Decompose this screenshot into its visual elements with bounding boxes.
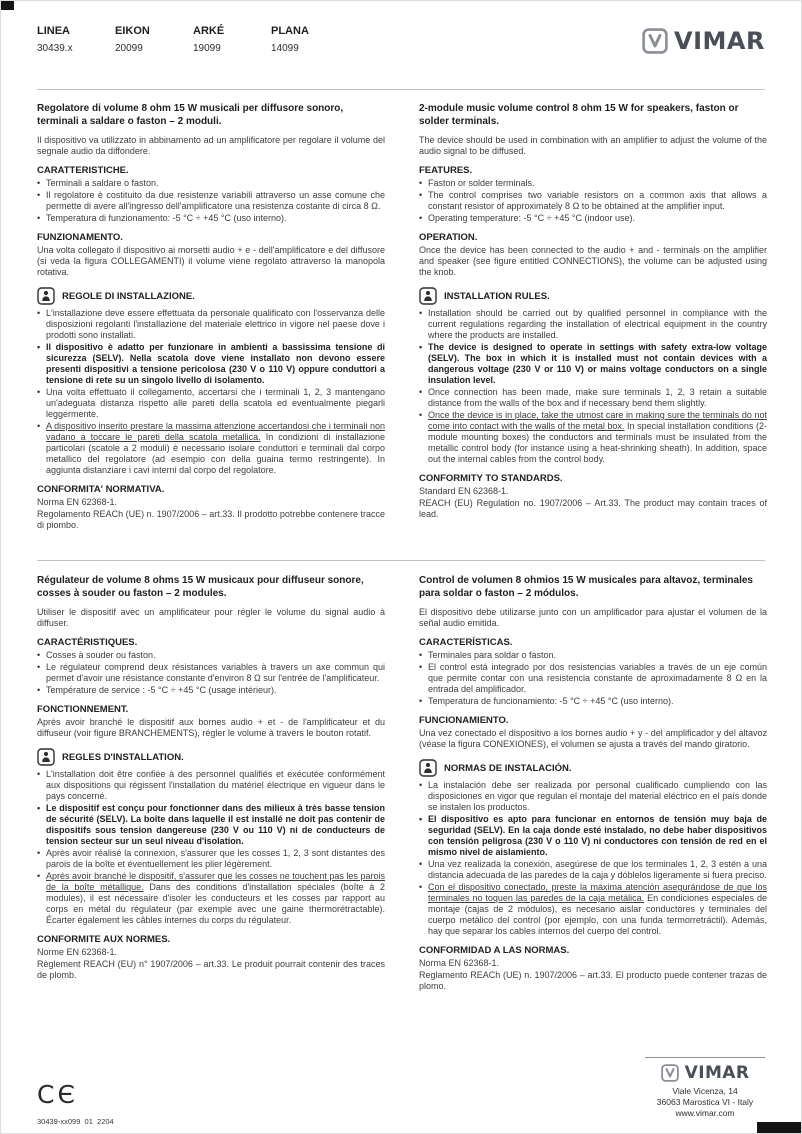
vimar-logo-icon	[661, 1064, 679, 1082]
intro-paragraph: The device should be used in combination with an amplifier to adjust the volume of the audio signal to be diffused.	[419, 135, 767, 156]
operation-heading: FUNCIONAMIENTO.	[419, 715, 509, 726]
underlined-warning-text: Once the device is in place, take the utmost care in making sure the terminals do not come into contact with the walls of the metal box.	[428, 410, 767, 431]
installation-rules-heading: INSTALLATION RULES.	[444, 290, 550, 302]
section-english	[419, 103, 767, 531]
product-plana	[271, 25, 349, 54]
operation-paragraph: Après avoir branché le dispositif aux bornes audio + et - de l'amplificateur et du diffuseur (voir figure BRANCHEMENTS), régler le volume à travers le bouton rotatif.	[37, 717, 385, 738]
installer-icon	[419, 759, 437, 777]
warning-text-rest: En condiciones especiales de montaje (cajas de 2 módulos), es necesario aislar conductores y terminales del cuerpo metálico del control (por ejemplo, con una funda termorretráctil). Además, hay que separar los cables internos del cuerpo del control.	[428, 893, 768, 936]
operation-paragraph: Once the device has been connected to the audio + and - terminals on the amplifier and speaker (see figure entitled CONNECTIONS), the volume can be adjusted using the knob.	[419, 245, 767, 277]
conformity-reach: REACH (EU) Regulation no. 1907/2006 – Art.33. The product may contain traces of lead.	[419, 498, 767, 519]
footer-brand-block	[645, 1057, 765, 1119]
list-item: • Una volta effettuato il collegamento, accertarsi che i terminali 1, 2, 3 mantengano un'adeguata distanza rispetto alle pareti della scatola ed eventualmente piegarli leggermente.	[37, 387, 385, 420]
installer-icon	[419, 287, 437, 305]
list-item: • Faston or solder terminals.	[419, 178, 767, 189]
section-title: Control de volumen 8 ohmios 15 W musicales para altavoz, terminales para soldar o faston – 2 módulos.	[419, 575, 753, 599]
installation-rules-list	[37, 308, 385, 476]
list-item: • Operating temperature: -5 °C ÷ +45 °C (indoor use).	[419, 213, 767, 224]
conformity-standard: Norme EN 62368-1.	[37, 947, 118, 957]
product-eikon	[115, 25, 193, 54]
installation-rules-list	[419, 780, 767, 937]
installer-icon	[37, 748, 55, 766]
features-list	[419, 650, 767, 707]
address-line-website: www.vimar.com	[675, 1108, 735, 1118]
warning-text-rest: Dans des conditions d'installation spéciales (boîte à 2 modules), il est nécessaire d'isoler les conducteurs et les cosses par rapport au corps en métal du régulateur (par exemple avec une gaine thermorétractable). Écarter également les câbles internes du corps du régulateur.	[46, 882, 385, 925]
list-item	[37, 871, 385, 926]
conformity-heading: CONFORMIDAD A LAS NORMAS.	[419, 945, 570, 956]
section-title: Regolatore di volume 8 ohm 15 W musicali per diffusore sonoro, terminali a saldare o faston – 2 moduli.	[37, 103, 344, 127]
section-title: Régulateur de volume 8 ohms 15 W musicaux pour diffuseur sonore, cosses à souder ou faston – 2 modules.	[37, 575, 364, 599]
ce-marking: CЄ	[37, 1080, 78, 1109]
operation-heading: FONCTIONNEMENT.	[37, 704, 129, 715]
installation-rules-heading: REGOLE DI INSTALLAZIONE.	[62, 290, 195, 302]
company-address	[645, 1086, 765, 1119]
section-french	[37, 575, 385, 992]
list-item: • Le régulateur comprend deux résistances variables à travers un axe commun qui permet d'avoir une résistance constante d'environ 8 Ω sur l'entrée de l'amplificateur.	[37, 662, 385, 684]
product-series-name: LINEA	[37, 25, 70, 37]
features-list	[419, 178, 767, 224]
vimar-logo-text: VIMAR	[674, 27, 765, 55]
features-heading: CARACTÉRISTIQUES.	[37, 637, 138, 648]
conformity-heading: CONFORMITY TO STANDARDS.	[419, 473, 563, 484]
list-item: • El control está integrado por dos resistencias variables a través de un eje común que permite contar con una resistencia constante de aproximadamente 8 Ω en la entrada del amplificador.	[419, 662, 767, 695]
operation-heading: FUNZIONAMENTO.	[37, 232, 123, 243]
list-item: • Installation should be carried out by qualified personnel in compliance with the current regulations regarding the installation of electrical equipment in the country where the products are installed.	[419, 308, 767, 341]
features-list	[37, 650, 385, 696]
conformity-heading: CONFORMITE AUX NORMES.	[37, 934, 171, 945]
list-item: • L'installation doit être confiée à des personnel qualifiés et exécutée conformément aux dispositions qui régissent l'installation du matériel électrique en vigueur dans le pays concerné.	[37, 769, 385, 802]
list-item: • Temperatura de funcionamiento: -5 °C ÷ +45 °C (uso interno).	[419, 696, 767, 707]
list-item: • La instalación debe ser realizada por personal cualificado cumpliendo con las disposiciones en vigor que regulan el montaje del material eléctrico en el país donde se instalen los productos.	[419, 780, 767, 813]
conformity-reach: Règlement REACH (EU) n° 1907/2006 – art.33. Le produit pourrait contenir des traces de plomb.	[37, 959, 385, 980]
content-bottom-row	[37, 575, 767, 992]
product-arke	[193, 25, 271, 54]
document-code: 30439-xx099 01 2204	[37, 1117, 114, 1126]
operation-paragraph: Una vez conectado el dispositivo a los bornes audio + y - del amplificador y del altavoz (véase la figura CONEXIONES), el volumen se ajusta a través del mando giratorio.	[419, 728, 767, 749]
vimar-logo-icon	[642, 28, 668, 54]
installation-rules-header	[419, 287, 767, 305]
print-registration-mark-bottom-right	[757, 1122, 801, 1133]
list-item-bold: • El dispositivo es apto para funcionar en entornos de tensión muy baja de seguridad (SELV). En la caja donde esté instalado, no debe haber dispositivos con tensión peligrosa (230 V o 110 V) ni conductores con tensión de red en el mismo nivel de aislamiento.	[419, 814, 767, 858]
list-item: • Température de service : -5 °C ÷ +45 °C (usage intérieur).	[37, 685, 385, 696]
list-item-bold: • Le dispositif est conçu pour fonctionner dans des milieux à très basse tension de sécurité (SELV). La boîte dans laquelle il est installé ne doit pas contenir de dispositifs sous tension dangereuse (230 V ou 110 V) ni de conducteurs de tension secteur sur un seul niveau d'isolation.	[37, 803, 385, 847]
installation-rules-header	[37, 748, 385, 766]
features-heading: CARATTERISTICHE.	[37, 165, 129, 176]
conformity-heading: CONFORMITA' NORMATIVA.	[37, 484, 165, 495]
vimar-logo-footer	[645, 1063, 765, 1083]
installation-rules-heading: REGLES D'INSTALLATION.	[62, 751, 184, 763]
vimar-logo-text: VIMAR	[684, 1063, 750, 1083]
product-series-name: ARKÉ	[193, 25, 225, 37]
product-linea	[37, 25, 115, 54]
intro-paragraph: Utiliser le dispositif avec un amplificateur pour régler le volume du signal audio à diffuser.	[37, 607, 385, 628]
list-item-bold: • Il dispositivo è adatto per funzionare in ambienti a bassissima tensione di sicurezza (SELV). Nella scatola dove viene installato non devono essere presenti dispositivi a tensione pericolosa (230 V o 110 V) oppure conduttori a tensione di rete su un singolo livello di isolamento.	[37, 342, 385, 386]
intro-paragraph: El dispositivo debe utilizarse junto con un amplificador para ajustar el volumen de la señal audio emitida.	[419, 607, 767, 628]
features-heading: FEATURES.	[419, 165, 473, 176]
list-item	[37, 421, 385, 476]
section-spanish	[419, 575, 767, 992]
list-item-bold: • The device is designed to operate in settings with safety extra-low voltage (SELV). The box in which it is installed must not contain devices with a dangerous voltage (230 V or 110 V) or mains voltage conductors on a single insulation level.	[419, 342, 767, 386]
underlined-warning-text: Après avoir branché le dispositif, s'assurer que les cosses ne touchent pas les parois de la boîte métallique.	[46, 871, 385, 892]
address-line: 36063 Marostica VI - Italy	[656, 1097, 754, 1107]
middle-divider	[37, 560, 765, 561]
conformity-standard: Norma EN 62368-1.	[37, 497, 118, 507]
header-divider	[37, 89, 765, 90]
list-item: • Una vez realizada la conexión, asegúrese de que los terminales 1, 2, 3 estén a una distancia adecuada de las paredes de la caja y dóblelos ligeramente si fuera preciso.	[419, 859, 767, 881]
conformity-reach: Reglamento REACh (UE) n. 1907/2006 – art.33. El producto puede contener trazas de plomo.	[419, 970, 767, 991]
installation-rules-header	[37, 287, 385, 305]
operation-heading: OPERATION.	[419, 232, 478, 243]
list-item: • Il regolatore è costituito da due resistenze variabili attraverso un asse comune che permette di avere all'ingresso dell'amplificatore una resistenza costante di circa 8 Ω.	[37, 190, 385, 212]
list-item: • L'installazione deve essere effettuata da personale qualificato con l'osservanza delle disposizioni regolanti l'installazione del materiale elettrico in vigore nel paese dove i prodotti sono installati.	[37, 308, 385, 341]
installation-rules-list	[37, 769, 385, 926]
list-item: • The control comprises two variable resistors on a common axis that allows a constant resistor of approximately 8 Ω to be obtained at the amplifier input.	[419, 190, 767, 212]
conformity-standard: Standard EN 62368-1.	[419, 486, 509, 496]
underlined-warning-text: Con el dispositivo conectado, preste la máxima atención asegurándose de que los terminales no toquen las paredes de la caja metálica.	[428, 882, 767, 903]
vimar-logo	[642, 27, 765, 55]
features-list	[37, 178, 385, 224]
list-item: • Terminali a saldare o faston.	[37, 178, 385, 189]
list-item	[419, 882, 767, 937]
product-code: 20099	[115, 43, 143, 54]
product-series-name: PLANA	[271, 25, 309, 37]
installation-rules-heading: NORMAS DE INSTALACIÓN.	[444, 762, 572, 774]
content-top-row	[37, 103, 767, 531]
list-item: • Temperatura di funzionamento: -5 °C ÷ +45 °C (uso interno).	[37, 213, 385, 224]
conformity-reach: Regolamento REACh (UE) n. 1907/2006 – art.33. Il prodotto potrebbe contenere tracce di piombo.	[37, 509, 385, 530]
footer-divider	[645, 1057, 765, 1058]
product-code: 19099	[193, 43, 221, 54]
conformity-standard: Norma EN 62368-1.	[419, 958, 500, 968]
warning-text-rest: In special installation conditions (2-module mounting boxes) the conductors and terminals must be insulated from the metallic control body (for instance using a heat-shrinking sheath). In addition, space out the internal cables from the control body.	[428, 421, 767, 464]
installer-icon	[37, 287, 55, 305]
list-item: • Once connection has been made, make sure terminals 1, 2, 3 retain a suitable distance from the walls of the box and if necessary bend them slightly.	[419, 387, 767, 409]
installation-rules-list	[419, 308, 767, 465]
product-series-name: EIKON	[115, 25, 150, 37]
product-code: 14099	[271, 43, 299, 54]
address-line: Viale Vicenza, 14	[672, 1086, 738, 1096]
product-code: 30439.x	[37, 43, 73, 54]
print-registration-mark-top-left	[1, 1, 14, 10]
section-italian	[37, 103, 385, 531]
list-item: • Terminales para soldar o faston.	[419, 650, 767, 661]
list-item: • Après avoir réalisé la connexion, s'assurer que les cosses 1, 2, 3 sont distantes des parois de la boîte et éventuellement les plier légèrement.	[37, 848, 385, 870]
operation-paragraph: Una volta collegato il dispositivo ai morsetti audio + e - dell'amplificatore e del diffusore (si veda la figura COLLEGAMENTI) il volume viene regolato attraverso la manopola rotativa.	[37, 245, 385, 277]
header	[37, 25, 765, 83]
intro-paragraph: Il dispositivo va utilizzato in abbinamento ad un amplificatore per regolare il volume del segnale audio da diffondere.	[37, 135, 385, 156]
warning-text-rest: In condizioni di installazione particolari (scatole a 2 moduli) è necessario isolare conduttori e terminali dal corpo metallico del regolatore (ad esempio con della guaina termo restringente). In aggiunta distanziare i cavi interni dal corpo del regolatore.	[46, 432, 385, 475]
installation-rules-header	[419, 759, 767, 777]
list-item: • Cosses à souder ou faston.	[37, 650, 385, 661]
section-title: 2-module music volume control 8 ohm 15 W for speakers, faston or solder terminals.	[419, 103, 739, 127]
features-heading: CARACTERÍSTICAS.	[419, 637, 513, 648]
underlined-warning-text: A dispositivo inserito prestare la massima attenzione accertandosi che i terminali non vadano a toccare le pareti della scatola metallica.	[46, 421, 385, 442]
list-item	[419, 410, 767, 465]
